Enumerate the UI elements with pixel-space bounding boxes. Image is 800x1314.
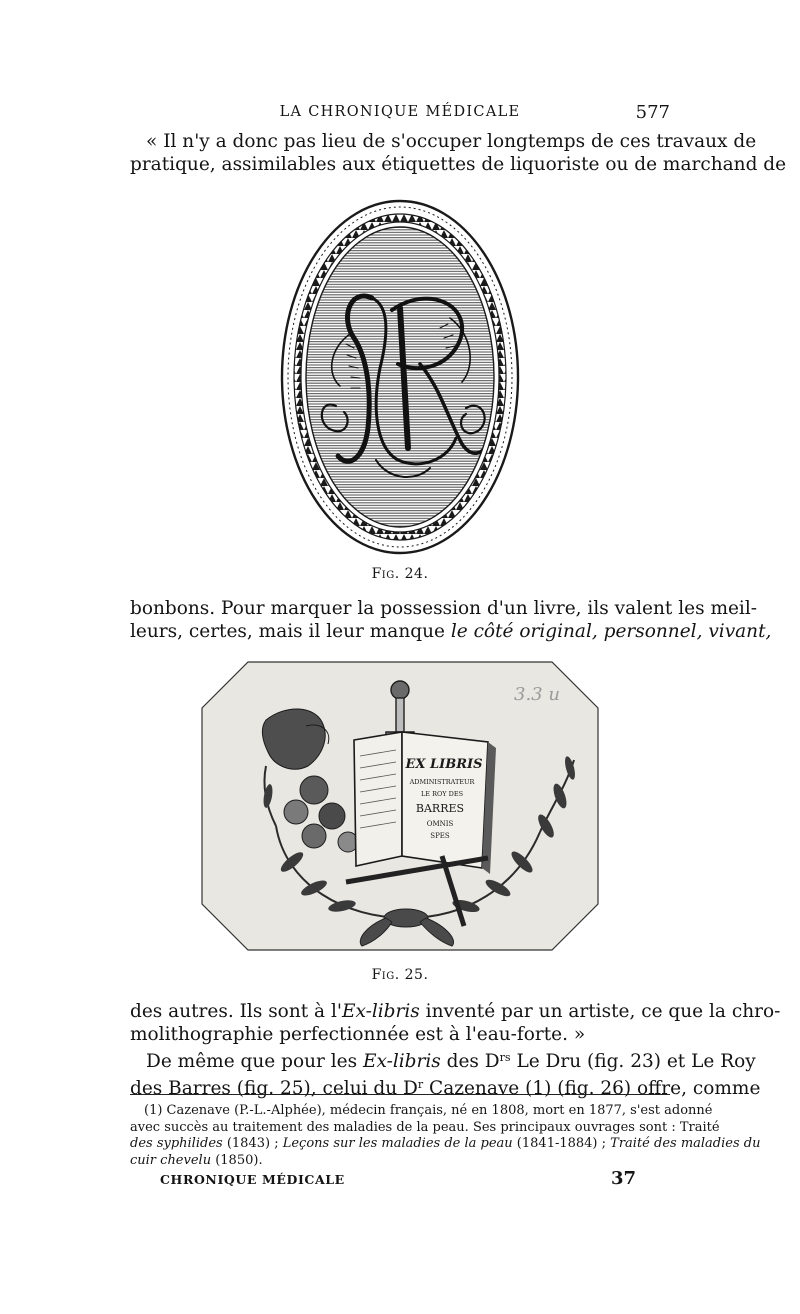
footnote-line-1: (1) Cazenave (P.-L.-Alphée), médecin français, né en 1808, mort en 1877, s'est adonné: [144, 1103, 713, 1118]
paragraph-3-line-4-a: des Barres (fig. 25), celui du D: [130, 1078, 418, 1099]
footnote-line-3-a: (1843) ;: [222, 1136, 283, 1152]
paragraph-3: [130, 1000, 781, 1100]
footnote-line-3-italic-3: Traité des maladies du: [610, 1136, 761, 1152]
paragraph-3-line-3-italic: Ex-libris: [362, 1051, 441, 1072]
paragraph-3-line-4: [130, 1073, 761, 1100]
book-text-line-d: OMNIS: [426, 820, 454, 828]
paragraph-2-line-2-text: leurs, certes, mais il leur manque: [130, 621, 451, 642]
paragraph-3-line-1: [130, 1000, 781, 1023]
paragraph-2: [130, 597, 772, 643]
signature-label: CHRONIQUE MÉDICALE: [160, 1172, 345, 1187]
figure-25-octagonal-bookplate: [196, 656, 604, 956]
figure-24-caption: [0, 566, 800, 582]
footnote: [130, 1103, 761, 1169]
book-text-line-b: LE ROY DES: [420, 790, 464, 798]
figure-24-caption-abbr: Fig.: [371, 566, 400, 582]
figure-24-caption-number: 24.: [404, 566, 429, 582]
paragraph-3-line-1-italic: Ex-libris: [341, 1001, 420, 1022]
paragraph-1-line-2: pratique, assimilables aux étiquettes de liquoriste ou de marchand de: [130, 154, 787, 175]
figure-25-caption: [0, 967, 800, 983]
footnote-line-2: avec succès au traitement des maladies de la peau. Ses principaux ouvrages sont : Traité: [130, 1119, 720, 1135]
footnote-line-3-italic-2: Leçons sur les maladies de la peau: [282, 1136, 513, 1152]
paragraph-3-line-1-a: des autres. Ils sont à l': [130, 1001, 342, 1022]
footnote-rule: [130, 1094, 670, 1095]
paragraph-3-line-4-b: Cazenave (1) (fig. 26) offre, comme: [423, 1078, 761, 1099]
paragraph-2-line-2-italic: le côté original, personnel, vivant,: [450, 621, 772, 642]
footnote-line-3-italic-1: des syphilides: [130, 1136, 223, 1152]
figure-24-monogram-bookplate: [280, 198, 520, 556]
running-head: [130, 104, 670, 126]
pencil-note: 3.3 u: [514, 684, 560, 705]
footnote-line-4-italic: cuir chevelu: [130, 1152, 212, 1168]
footnote-line-3: [130, 1136, 761, 1153]
paragraph-3-line-3-c: Le Dru (fig. 23) et Le Roy: [510, 1051, 756, 1072]
paragraph-3-line-3: [130, 1046, 756, 1073]
paragraph-3-line-2: molithographie perfectionnée est à l'eau-forte. »: [130, 1024, 586, 1045]
paragraph-3-line-1-b: inventé par un artiste, ce que la chro-: [419, 1001, 781, 1022]
book-text-line-e: SPES: [430, 832, 450, 840]
footnote-line-4-b: (1850).: [211, 1152, 263, 1168]
book-right-page: [402, 732, 488, 868]
figure-25-caption-abbr: Fig.: [371, 967, 400, 983]
open-book: [354, 732, 496, 874]
sheet-number: 37: [610, 1168, 636, 1189]
paragraph-3-line-4-sup: r: [417, 1078, 424, 1091]
footnote-line-3-b: (1841-1884) ;: [512, 1136, 611, 1152]
paragraph-2-line-2: [130, 620, 772, 643]
paragraph-3-line-3-sup: rs: [499, 1051, 511, 1064]
book-text-line-a: ADMINISTRATEUR: [409, 778, 475, 786]
signature-line: [130, 1168, 670, 1192]
figure-25-caption-number: 25.: [404, 967, 429, 983]
paragraph-3-line-3-b: des D: [440, 1051, 500, 1072]
paragraph-2-line-1: bonbons. Pour marquer la possession d'un livre, ils valent les meil-: [130, 598, 758, 619]
paragraph-1-line-1: « Il n'y a donc pas lieu de s'occuper longtemps de ces travaux de: [146, 131, 757, 152]
book-left-page: [354, 732, 402, 866]
paragraph-1: [130, 130, 787, 176]
book-text-line-c: BARRES: [415, 802, 465, 815]
running-title: LA CHRONIQUE MÉDICALE: [279, 104, 521, 120]
paragraph-3-line-3-a: De même que pour les: [146, 1051, 363, 1072]
footnote-line-4: [130, 1153, 670, 1170]
book-title-text: EX LIBRIS: [405, 757, 483, 772]
page-number: 577: [635, 102, 670, 123]
